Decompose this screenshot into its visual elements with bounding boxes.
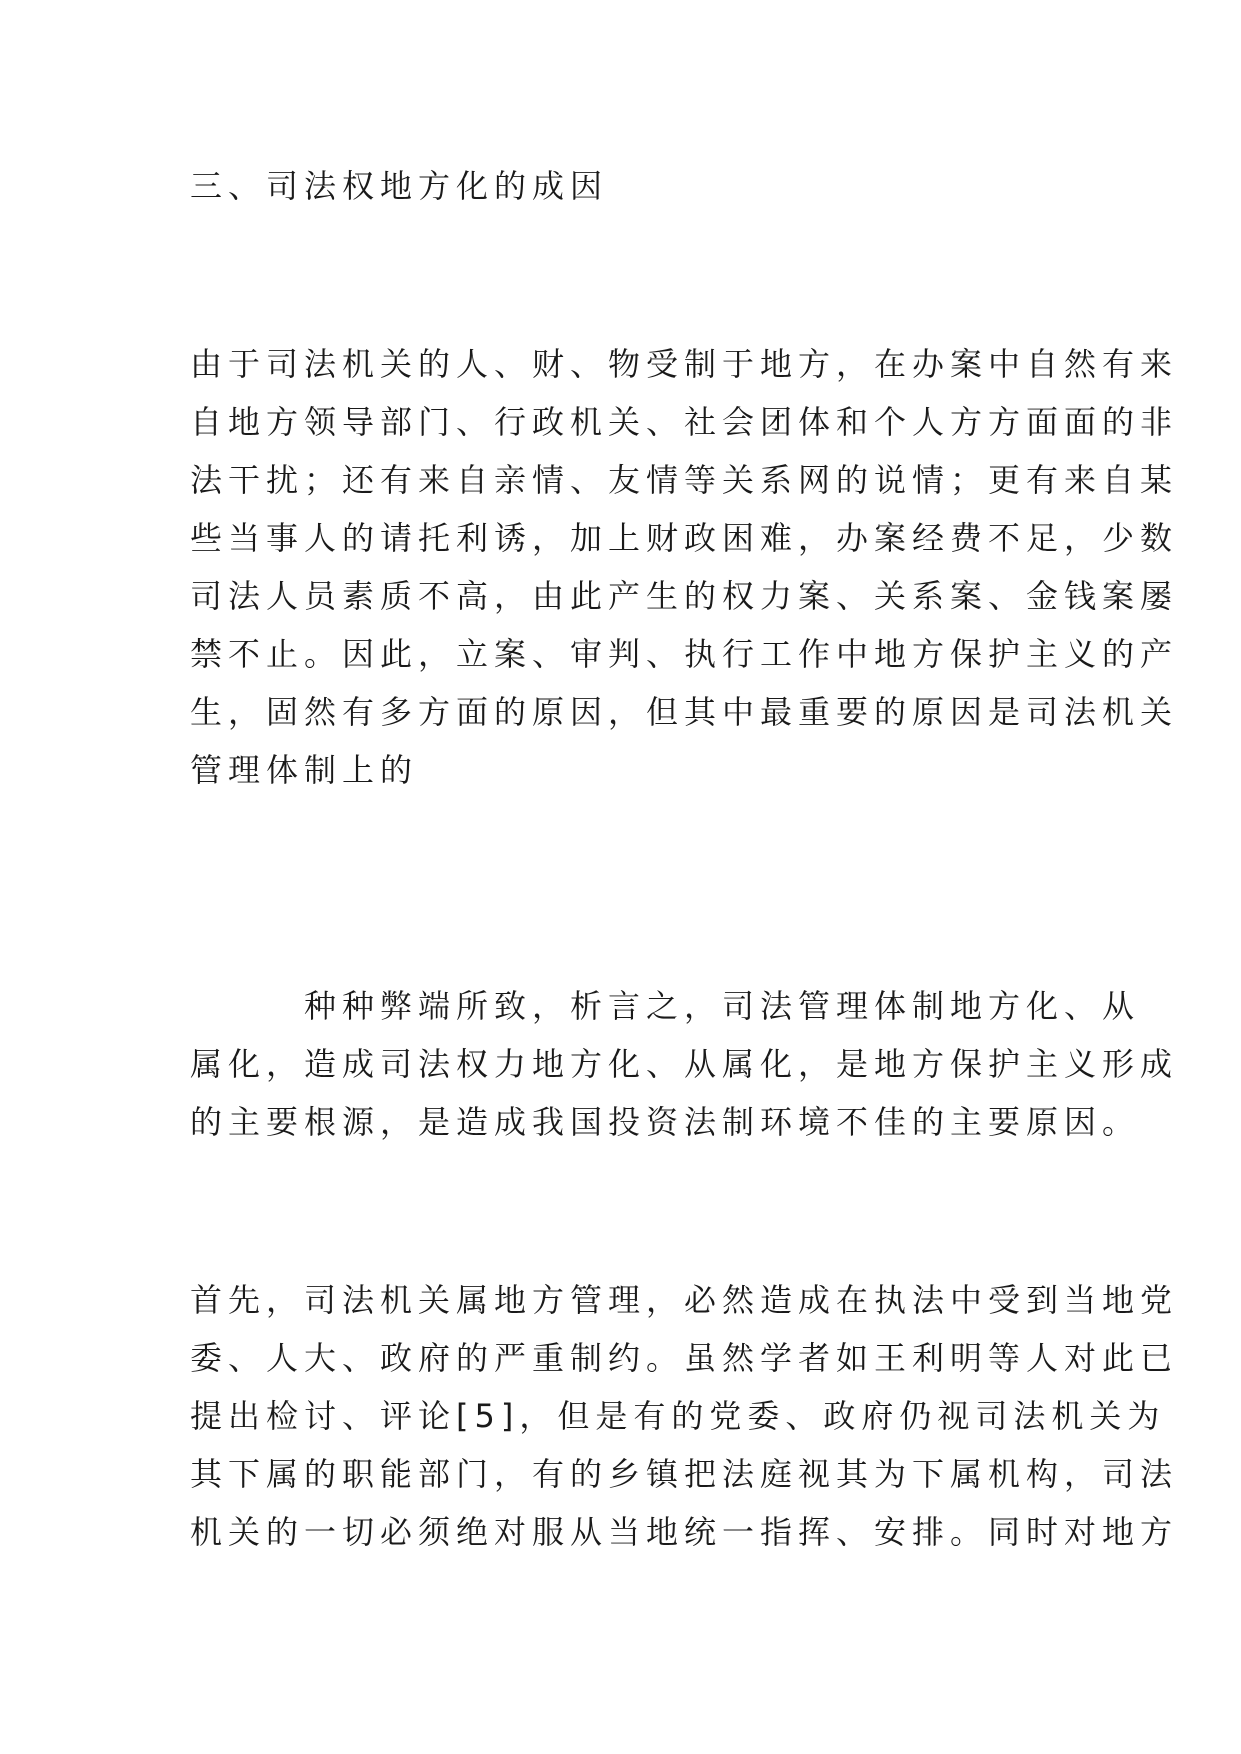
text-line: 其下属的职能部门，有的乡镇把法庭视其为下属机构，司法 (190, 1455, 1179, 1493)
text-line: 提出检讨、评论[5]，但是有的党委、政府仍视司法机关为 (190, 1397, 1166, 1435)
text-line: 种种弊端所致，析言之，司法管理体制地方化、从 (304, 987, 1141, 1025)
text-line: 些当事人的请托利诱，加上财政困难，办案经费不足，少数 (190, 519, 1179, 557)
text-line: 首先，司法机关属地方管理，必然造成在执法中受到当地党 (190, 1281, 1179, 1319)
section-heading: 三、司法权地方化的成因 (190, 167, 609, 205)
text-line: 机关的一切必须绝对服从当地统一指挥、安排。同时对地方 (190, 1513, 1179, 1551)
text-line: 法干扰；还有来自亲情、友情等关系网的说情；更有来自某 (190, 461, 1179, 499)
text-line: 委、人大、政府的严重制约。虽然学者如王利明等人对此已 (190, 1339, 1179, 1377)
text-line: 由于司法机关的人、财、物受制于地方，在办案中自然有来 (190, 345, 1179, 383)
text-line: 生，固然有多方面的原因，但其中最重要的原因是司法机关 (190, 693, 1179, 731)
text-line: 属化，造成司法权力地方化、从属化，是地方保护主义形成 (190, 1045, 1179, 1083)
text-line: 管理体制上的 (190, 751, 419, 789)
text-line: 的主要根源，是造成我国投资法制环境不佳的主要原因。 (190, 1103, 1141, 1141)
text-line: 自地方领导部门、行政机关、社会团体和个人方方面面的非 (190, 403, 1179, 441)
text-line: 司法人员素质不高，由此产生的权力案、关系案、金钱案屡 (190, 577, 1179, 615)
text-line: 禁不止。因此，立案、审判、执行工作中地方保护主义的产 (190, 635, 1179, 673)
